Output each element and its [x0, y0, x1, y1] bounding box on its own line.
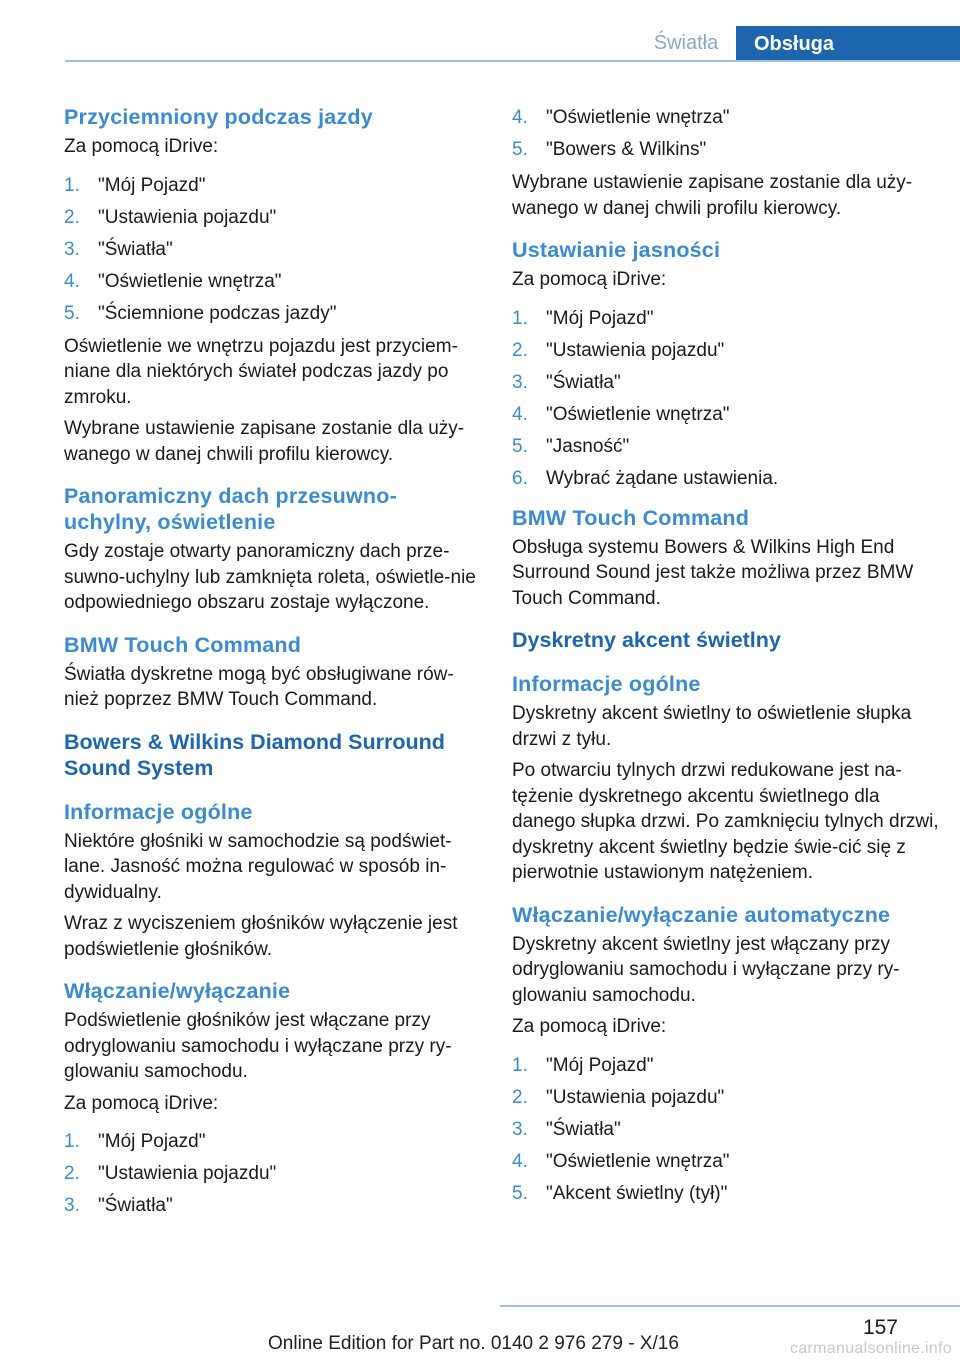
left-column	[64, 104, 478, 1222]
list-item	[512, 1114, 942, 1146]
steps-list	[512, 1050, 942, 1210]
right-column	[512, 102, 942, 1210]
step-number: 2.	[512, 1086, 528, 1108]
list-item	[512, 1082, 942, 1114]
step-text: "Ustawienia pojazdu"	[98, 1163, 277, 1184]
step-number: 4.	[512, 107, 528, 128]
list-item	[512, 303, 942, 335]
step-number: 1.	[512, 307, 528, 329]
list-item	[64, 1158, 478, 1190]
step-number: 4.	[512, 403, 528, 425]
step-text: "Mój Pojazd"	[546, 307, 654, 329]
paragraph: Obsługa systemu Bowers & Wilkins High End Surround Sound jest także możliwa przez BMW Touch Command.	[512, 536, 914, 609]
footer-rule	[500, 1305, 960, 1307]
heading-auto-on-off: Włączanie/wyłączanie automatyczne	[512, 902, 891, 927]
step-text: "Ustawienia pojazdu"	[546, 1086, 725, 1108]
step-text: "Światła"	[98, 238, 173, 260]
step-text: "Światła"	[546, 1118, 621, 1140]
step-text: "Akcent świetlny (tył)"	[546, 1182, 728, 1204]
step-text: "Bowers & Wilkins"	[546, 139, 707, 160]
heading-touch-command: BMW Touch Command	[64, 632, 302, 657]
step-number: 3.	[64, 238, 80, 260]
heading-touch-command: BMW Touch Command	[512, 505, 750, 530]
step-text: "Ściemnione podczas jazdy"	[98, 302, 337, 324]
step-text: "Oświetlenie wnętrza"	[546, 1150, 730, 1172]
heading-on-off: Włączanie/wyłączanie	[64, 979, 291, 1003]
step-text: "Światła"	[98, 1195, 173, 1216]
step-number: 3.	[512, 371, 528, 393]
steps-list	[512, 303, 942, 495]
paragraph: Wybrane ustawienie zapisane zostanie dla uży‐wanego w danej chwili profilu kierowcy.	[64, 418, 465, 465]
step-number: 2.	[64, 1163, 80, 1184]
step-number: 6.	[512, 467, 528, 489]
list-item	[64, 1190, 478, 1222]
heading-discreet-light-accent: Dyskretny akcent świetlny	[512, 628, 781, 652]
steps-list	[64, 1126, 478, 1222]
steps-list	[64, 170, 478, 330]
heading-panoramic-roof: Panoramiczny dach przesuwno-uchylny, oświetlenie	[64, 484, 397, 534]
step-text: "Ustawienia pojazdu"	[546, 339, 725, 361]
heading-brightness: Ustawianie jasności	[512, 238, 721, 262]
paragraph: Oświetlenie we wnętrzu pojazdu jest przyciem‐niane dla niektórych świateł podczas jazdy po zmroku.	[64, 335, 458, 408]
step-number: 5.	[512, 435, 528, 457]
paragraph: Wybrane ustawienie zapisane zostanie dla uży‐wanego w danej chwili profilu kierowcy.	[512, 172, 913, 219]
step-number: 1.	[512, 1054, 528, 1076]
step-number: 5.	[512, 139, 528, 160]
header-chapter-tab: Obsługa	[736, 26, 960, 62]
heading-bowers-wilkins: Bowers & Wilkins Diamond Surround Sound System	[64, 729, 445, 780]
heading-general-info: Informacje ogólne	[64, 799, 253, 824]
step-number: 5.	[64, 302, 80, 324]
paragraph: Za pomocą iDrive:	[512, 269, 667, 290]
list-item	[512, 463, 942, 495]
list-item	[64, 202, 478, 234]
step-text: "Oświetlenie wnętrza"	[546, 107, 730, 128]
header-rule	[65, 60, 960, 62]
step-number: 2.	[512, 339, 528, 361]
list-item	[512, 1178, 942, 1210]
paragraph: Po otwarciu tylnych drzwi redukowane jest na‐tężenie dyskretnego akcentu świetlnego dla danego słupka drzwi. Po zamknięciu tylnych drzwi, dyskretny akcent świetlny będzie świe‐cić się z pierwotnie ustawionym natężeniem.	[512, 760, 939, 883]
step-text: "Oświetlenie wnętrza"	[546, 403, 730, 425]
step-number: 3.	[64, 1195, 80, 1216]
paragraph: Gdy zostaje otwarty panoramiczny dach prze‐suwno-uchylny lub zamknięta roleta, oświetle‐nie odpowiedniego obszaru zostaje wyłączone.	[64, 541, 476, 613]
page-number: 157	[862, 1316, 898, 1339]
step-text: "Mój Pojazd"	[98, 174, 206, 196]
steps-list	[512, 102, 942, 166]
header-section-tab: Światła	[653, 32, 719, 54]
heading-dimmed-while-driving: Przyciemniony podczas jazdy	[64, 105, 373, 129]
paragraph: Niektóre głośniki w samochodzie są podświet‐lane. Jasność można regulować w sposób in‐dywidualny.	[64, 830, 452, 903]
step-number: 4.	[64, 270, 80, 292]
paragraph: Za pomocą iDrive:	[64, 1092, 219, 1114]
list-item	[64, 1126, 478, 1158]
list-item	[512, 367, 942, 399]
step-text: "Mój Pojazd"	[546, 1054, 654, 1076]
watermark: carmanualsonline.info	[790, 1340, 952, 1357]
paragraph: Dyskretny akcent świetlny jest włączany przy odryglowaniu samochodu i wyłączane przy ry‐glowaniu samochodu.	[512, 933, 900, 1006]
step-number: 1.	[64, 1131, 80, 1152]
paragraph: Światła dyskretne mogą być obsługiwane rów‐nież poprzez BMW Touch Command.	[64, 663, 454, 710]
list-item	[512, 102, 942, 134]
step-number: 2.	[64, 206, 80, 228]
heading-general-info: Informacje ogólne	[512, 672, 701, 696]
paragraph: Wraz z wyciszeniem głośników wyłączenie jest podświetlenie głośników.	[64, 913, 458, 960]
step-text: "Jasność"	[546, 435, 630, 457]
list-item	[512, 399, 942, 431]
step-number: 1.	[64, 174, 80, 196]
list-item	[512, 134, 942, 166]
step-text: "Oświetlenie wnętrza"	[98, 270, 282, 292]
list-item	[64, 234, 478, 266]
list-item	[64, 298, 478, 330]
paragraph: Podświetlenie głośników jest włączane przy odryglowaniu samochodu i wyłączane przy ry‐glowaniu samochodu.	[64, 1010, 452, 1082]
step-text: "Światła"	[546, 371, 621, 393]
step-text: Wybrać żądane ustawienia.	[546, 467, 779, 489]
paragraph: Dyskretny akcent świetlny to oświetlenie słupka drzwi z tyłu.	[512, 703, 912, 750]
step-number: 4.	[512, 1150, 528, 1172]
list-item	[512, 1146, 942, 1178]
list-item	[512, 335, 942, 367]
list-item	[64, 266, 478, 298]
list-item	[512, 1050, 942, 1082]
paragraph: Za pomocą iDrive:	[64, 136, 219, 157]
list-item	[512, 431, 942, 463]
step-number: 5.	[512, 1182, 528, 1204]
edition-note: Online Edition for Part no. 0140 2 976 279 - X/16	[268, 1333, 679, 1354]
step-text: "Ustawienia pojazdu"	[98, 206, 277, 228]
step-text: "Mój Pojazd"	[98, 1131, 206, 1152]
paragraph: Za pomocą iDrive:	[512, 1016, 667, 1037]
step-number: 3.	[512, 1118, 528, 1140]
list-item	[64, 170, 478, 202]
